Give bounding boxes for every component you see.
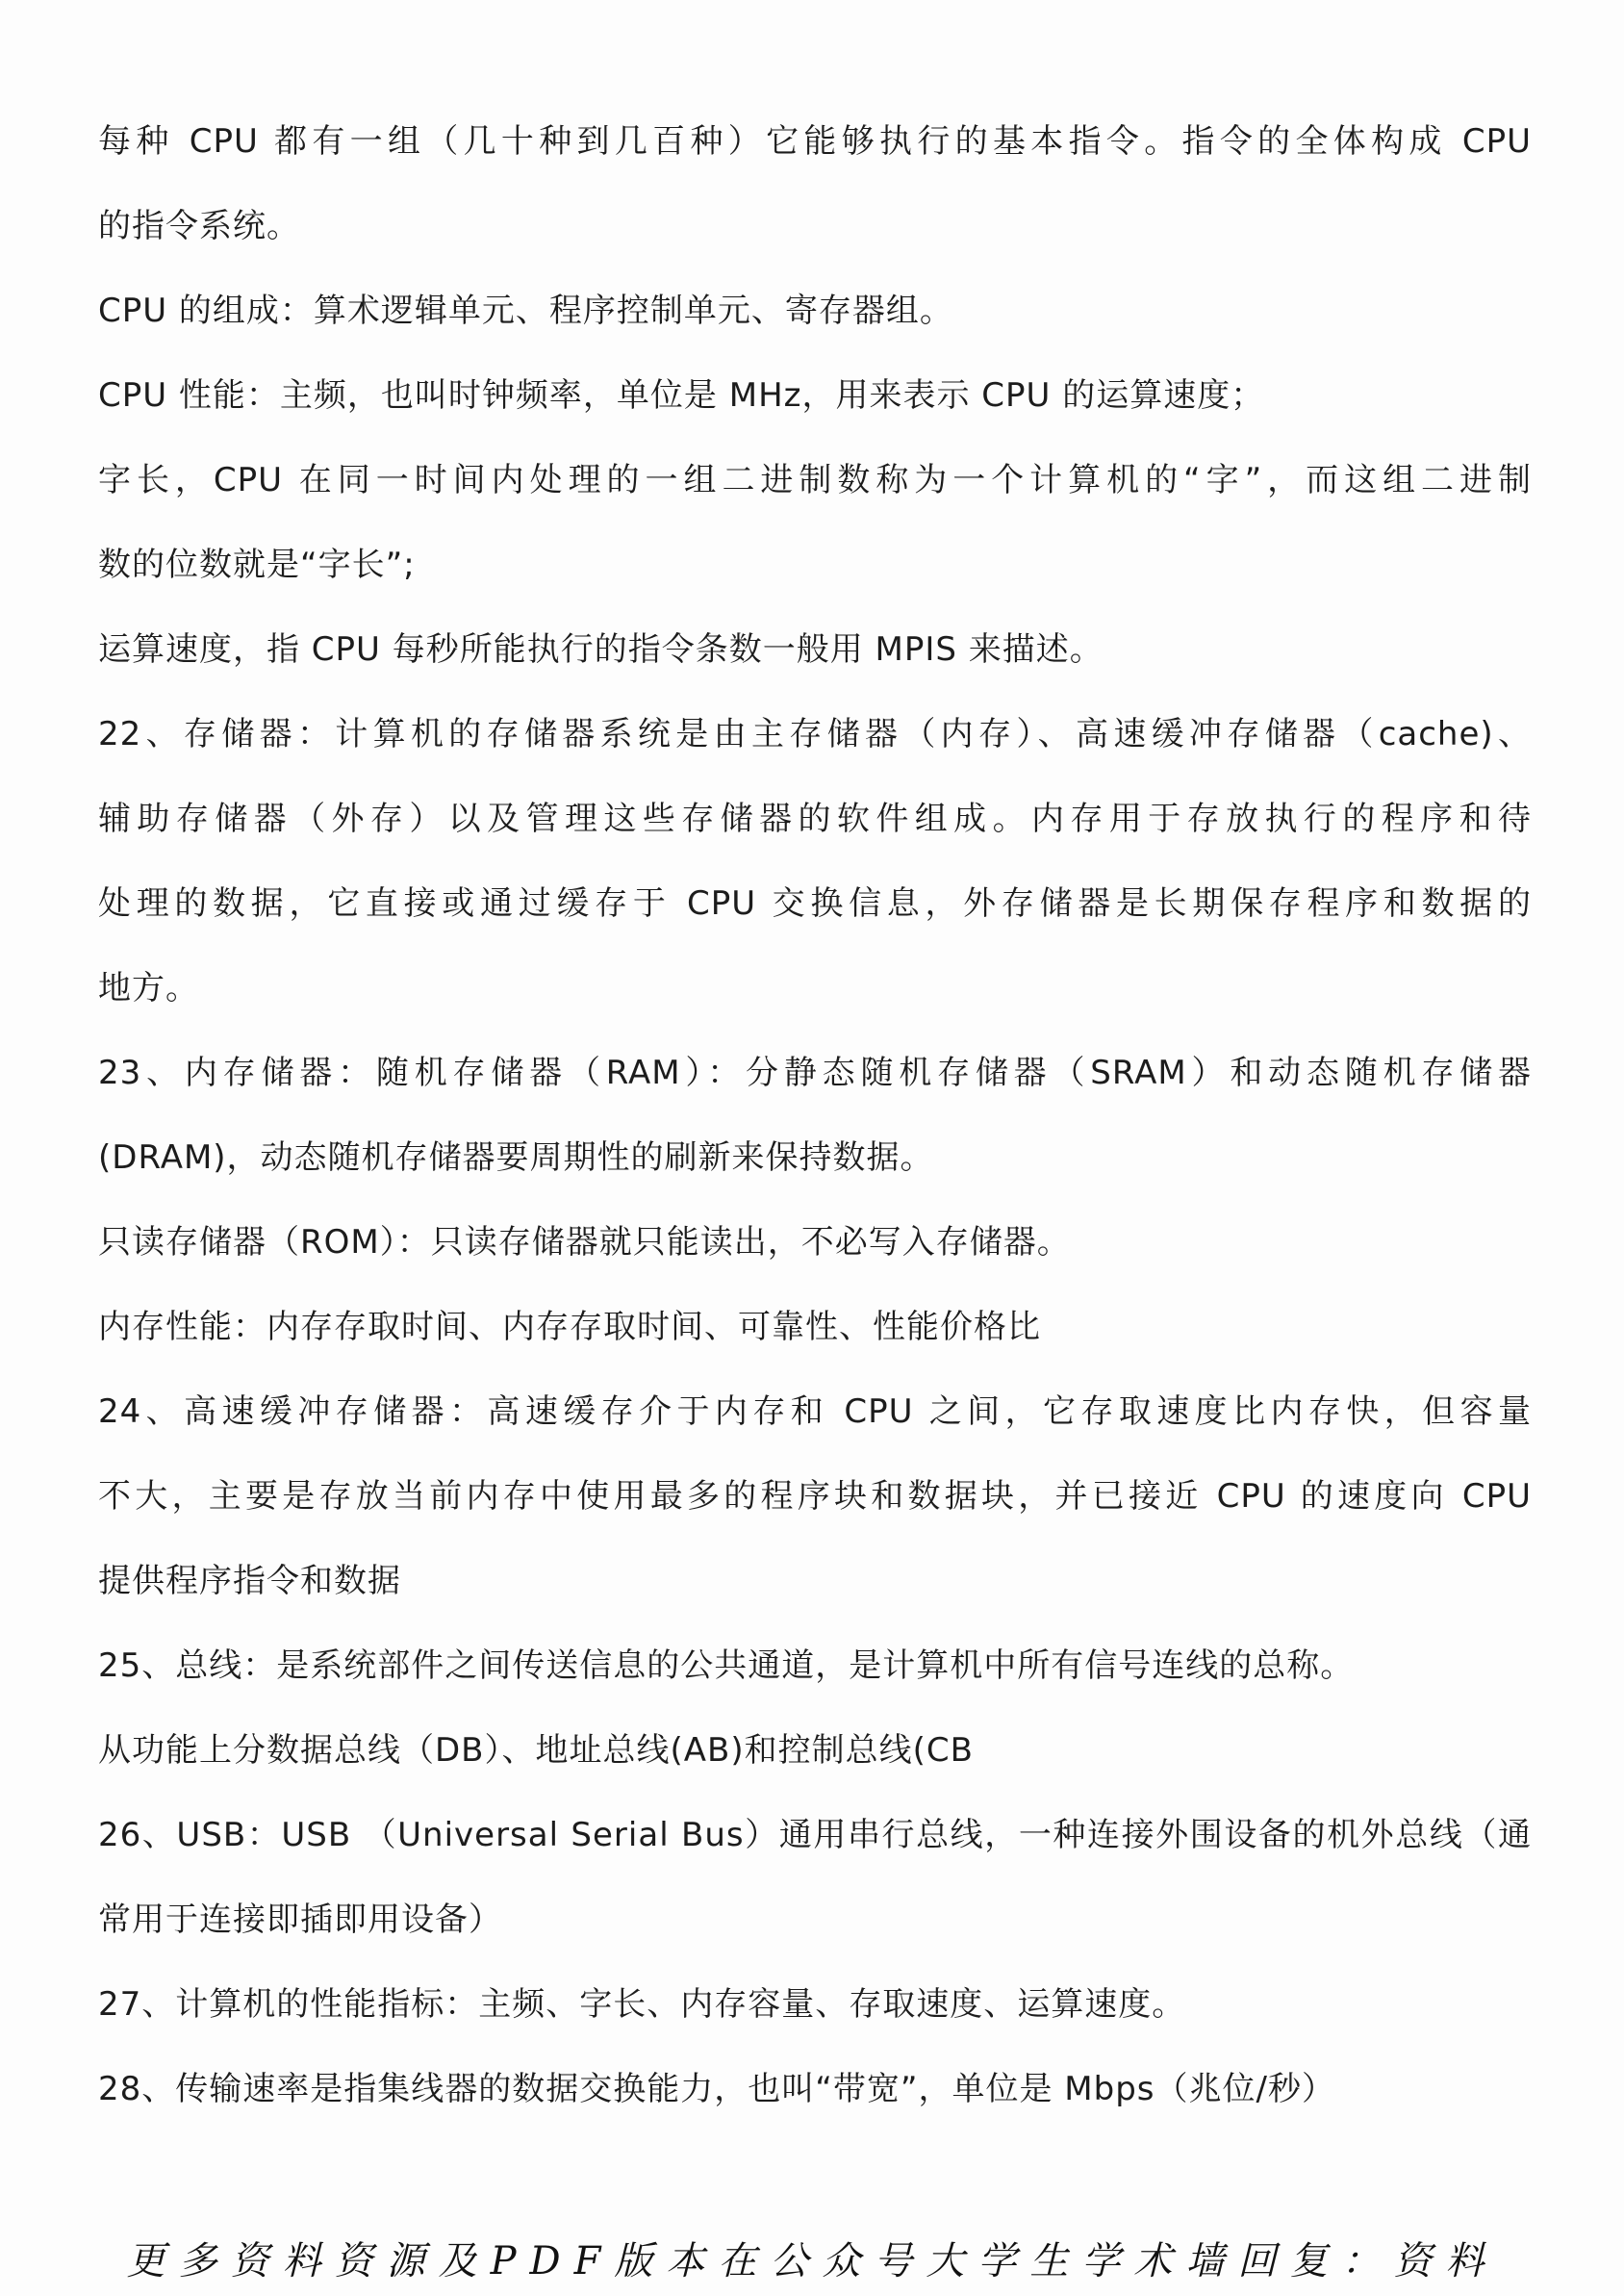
section-26-line: 26、USB：USB （Universal Serial Bus）通用串行总线，一种连接外围设备的机外总线（通 [98, 1816, 1532, 1854]
text-line: 不大，主要是存放当前内存中使用最多的程序块和数据块，并已接近 CPU 的速度向 CPU [98, 1477, 1532, 1516]
text-line: 只读存储器（ROM）：只读存储器就只能读出，不必写入存储器。 [98, 1223, 1071, 1262]
text-line: 字长，CPU 在同一时间内处理的一组二进制数称为一个计算机的“字”，而这组二进制 [98, 461, 1532, 499]
section-28-line: 28、传输速率是指集线器的数据交换能力，也叫“带宽”，单位是 Mbps（兆位/秒） [98, 2070, 1335, 2108]
text-line: 提供程序指令和数据 [98, 1562, 401, 1600]
text-line: 的指令系统。 [98, 207, 300, 245]
section-25-line: 25、总线：是系统部件之间传送信息的公共通道，是计算机中所有信号连线的总称。 [98, 1646, 1355, 1685]
text-line: 常用于连接即插即用设备） [98, 1901, 502, 1939]
text-line: 运算速度，指 CPU 每秒所能执行的指令条数一般用 MPIS 来描述。 [98, 630, 1104, 669]
text-line: 数的位数就是“字长”; [98, 546, 416, 584]
text-line: 处理的数据，它直接或通过缓存于 CPU 交换信息，外存储器是长期保存程序和数据的 [98, 884, 1532, 923]
document-body [98, 114, 1532, 2146]
text-line: 从功能上分数据总线（DB）、地址总线(AB)和控制总线(CB [98, 1731, 974, 1770]
section-22-line: 22、存储器：计算机的存储器系统是由主存储器（内存）、高速缓冲存储器（cache)、 [98, 715, 1532, 753]
text-line: 地方。 [98, 969, 199, 1008]
text-line: CPU 性能：主频，也叫时钟频率，单位是 MHz，用来表示 CPU 的运算速度； [98, 376, 1265, 415]
text-line: 辅助存储器（外存）以及管理这些存储器的软件组成。内存用于存放执行的程序和待 [98, 800, 1532, 838]
section-27-line: 27、计算机的性能指标：主频、字长、内存容量、存取速度、运算速度。 [98, 1985, 1186, 2024]
text-line: (DRAM)，动态随机存储器要周期性的刷新来保持数据。 [98, 1138, 934, 1177]
footer-promo-text: 更多资料资源及PDF版本在公众号大学生学术墙回复：资料 [126, 2239, 1498, 2283]
text-line: CPU 的组成：算术逻辑单元、程序控制单元、寄存器组。 [98, 292, 953, 330]
section-24-line: 24、高速缓冲存储器：高速缓存介于内存和 CPU 之间，它存取速度比内存快，但容量 [98, 1392, 1532, 1431]
section-23-line: 23、内存储器：随机存储器（RAM）：分静态随机存储器（SRAM）和动态随机存储器 [98, 1054, 1532, 1092]
text-line: 内存性能：内存存取时间、内存存取时间、可靠性、性能价格比 [98, 1308, 1041, 1346]
text-line: 每种 CPU 都有一组（几十种到几百种）它能够执行的基本指令。指令的全体构成 CPU [98, 122, 1532, 161]
